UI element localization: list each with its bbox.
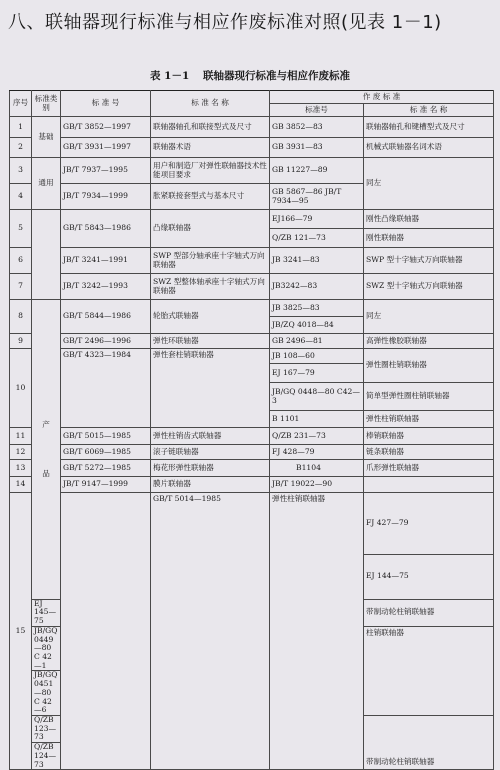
row-seq: 13	[10, 460, 32, 477]
row-name: 凸缘联轴器	[151, 210, 270, 248]
row-name: 弹性柱销齿式联轴器	[151, 428, 270, 445]
table-row	[10, 349, 494, 364]
row-old-no: GB 5867—86 JB/T 7934—95	[270, 184, 364, 210]
row-name: SWP 型部分轴承座十字轴式万向联轴器	[151, 248, 270, 274]
page-heading: 八、联轴器现行标准与相应作废标准对照(见表 1－1)	[8, 12, 442, 33]
category-basic: 基础	[32, 117, 61, 158]
row-seq: 12	[10, 445, 32, 460]
header-std-no: 标 准 号	[61, 91, 151, 117]
row-old-name: 柱销联轴器	[364, 626, 494, 715]
row-std: GB/T 2496—1996	[61, 334, 151, 349]
row-old-no: Q/ZB 124—73	[32, 743, 61, 770]
table-row	[10, 445, 494, 460]
row-old-no: JB/GQ 0448—80 C42—3	[270, 383, 364, 411]
row-seq: 1	[10, 117, 32, 138]
category-blank	[32, 210, 61, 300]
row-old-name: 高弹性橡胶联轴器	[364, 334, 494, 349]
row-old-no: Q/ZB 123—73	[32, 715, 61, 742]
table-row	[10, 158, 494, 184]
row-name: 轮胎式联轴器	[151, 300, 270, 334]
row-old-name	[364, 477, 494, 493]
row-name: 胀紧联接套型式与基本尺寸	[151, 184, 270, 210]
table-header-row	[10, 91, 494, 104]
row-std: JB/T 7934—1999	[61, 184, 151, 210]
row-old-name: SWP 型十字轴式万向联轴器	[364, 248, 494, 274]
row-seq: 3	[10, 158, 32, 184]
row-old-no: JB/GQ 0449—80 C 42—1	[32, 626, 61, 671]
table-row	[10, 477, 494, 493]
row-seq: 7	[10, 274, 32, 300]
row-old-no: FJ 428—79	[270, 445, 364, 460]
category-general: 通用	[32, 158, 61, 210]
row-std: JB/T 3242—1993	[61, 274, 151, 300]
table-caption	[0, 68, 500, 83]
row-name: 联轴器术语	[151, 138, 270, 158]
row-old-name: 刚性联轴器	[364, 229, 494, 248]
row-old-no: EJ166—79	[270, 210, 364, 229]
row-old-no: JB/ZQ 4018—84	[270, 317, 364, 334]
row-old-no: GB 2496—81	[270, 334, 364, 349]
row-old-name: 刚性凸缘联轴器	[364, 210, 494, 229]
row-name: 弹性环联轴器	[151, 334, 270, 349]
row-seq: 9	[10, 334, 32, 349]
row-old-name: 弹性柱销联轴器	[364, 411, 494, 428]
table-caption-title: 联轴器现行标准与相应作废标准	[202, 70, 350, 82]
row-name: 弹性套柱销联轴器	[151, 349, 270, 428]
row-seq: 8	[10, 300, 32, 334]
table-row	[10, 210, 494, 229]
row-old-no: EJ 144—75	[364, 555, 494, 600]
row-old-no: B1104	[270, 460, 364, 477]
table-row	[10, 493, 494, 555]
row-old-name: 机械式联轴器名词术语	[364, 138, 494, 158]
header-obsolete-no: 标准号	[270, 104, 364, 117]
row-old-name: 棒销联轴器	[364, 428, 494, 445]
row-name: 滚子链联轴器	[151, 445, 270, 460]
standards-table	[9, 90, 494, 770]
header-std-name: 标 准 名 称	[151, 91, 270, 117]
row-old-name: 带制动轮柱销联轴器	[364, 715, 494, 769]
row-old-no: Q/ZB 121—73	[270, 229, 364, 248]
header-obsolete-group: 作 废 标 准	[270, 91, 494, 104]
row-old-no: Q/ZB 231—73	[270, 428, 364, 445]
row-old-no: GB 3931—83	[270, 138, 364, 158]
row-seq: 2	[10, 138, 32, 158]
row-old-name: 带制动轮柱销联轴器	[364, 599, 494, 626]
row-old-name: 简单型弹性圈柱销联轴器	[364, 383, 494, 411]
row-std: GB/T 5844—1986	[61, 300, 151, 334]
row-seq: 4	[10, 184, 32, 210]
row-name: 梅花形弹性联轴器	[151, 460, 270, 477]
row-std: JB/T 9147—1999	[61, 477, 151, 493]
row-seq: 6	[10, 248, 32, 274]
table-row	[10, 460, 494, 477]
row-std: GB/T 5272—1985	[61, 460, 151, 477]
row-old-no: B 1101	[270, 411, 364, 428]
row-old-no: JB/GQ 0451—80 C 42—6	[32, 671, 61, 716]
row-std: GB/T 4323—1984	[61, 349, 151, 428]
table-row	[10, 138, 494, 158]
row-old-no: JB/T 19022—90	[270, 477, 364, 493]
row-old-no: JB3242—83	[270, 274, 364, 300]
header-seq: 序号	[10, 91, 32, 117]
row-std: GB/T 5014—1985	[151, 493, 270, 770]
row-std: JB/T 3241—1991	[61, 248, 151, 274]
table-row	[10, 428, 494, 445]
table-row	[10, 300, 494, 317]
row-std: GB/T 5015—1985	[61, 428, 151, 445]
row-name: 用户和制造厂对弹性联轴器技术性能项目要求	[151, 158, 270, 184]
row-old-no: JB 108—60	[270, 349, 364, 364]
row-old-name: 链条联轴器	[364, 445, 494, 460]
row-std: JB/T 7937—1995	[61, 158, 151, 184]
row-name: 弹性柱销联轴器	[270, 493, 364, 770]
row-std: GB/T 5843—1986	[61, 210, 151, 248]
header-obsolete-name: 标 准 名 称	[364, 104, 494, 117]
row-name: 联轴器轴孔和联接型式及尺寸	[151, 117, 270, 138]
category-product-b: 品	[42, 468, 50, 478]
row-seq: 15	[10, 493, 32, 770]
row-old-no: FJ 427—79	[364, 493, 494, 555]
row-old-name: 联轴器轴孔和键槽型式及尺寸	[364, 117, 494, 138]
row-old-name: 弹性圈柱销联轴器	[364, 349, 494, 383]
row-old-no: EJ 145—75	[32, 599, 61, 626]
table-row	[10, 274, 494, 300]
table-caption-number: 表 1－1	[150, 70, 190, 82]
row-old-no: GB 3852—83	[270, 117, 364, 138]
row-old-name-same-as-left: 同左	[364, 158, 494, 210]
table-row	[10, 334, 494, 349]
row-seq: 10	[10, 349, 32, 428]
row-name: SWZ 型整体轴承座十字轴式万向联轴器	[151, 274, 270, 300]
table-row	[10, 117, 494, 138]
category-product-a: 产	[42, 419, 50, 429]
row-old-name: 爪形弹性联轴器	[364, 460, 494, 477]
row-seq: 14	[10, 477, 32, 493]
row-old-no: JB 3825—83	[270, 300, 364, 317]
row-seq: 5	[10, 210, 32, 248]
row-name: 膜片联轴器	[151, 477, 270, 493]
category-product	[32, 300, 61, 600]
table-row	[10, 248, 494, 274]
row-std: GB/T 3852—1997	[61, 117, 151, 138]
row-seq: 11	[10, 428, 32, 445]
row-old-name-same-as-left: 同左	[364, 300, 494, 334]
row-std: GB/T 3931—1997	[61, 138, 151, 158]
row-old-no: EJ 167—79	[270, 364, 364, 383]
row-std: GB/T 6069—1985	[61, 445, 151, 460]
header-category: 标准类别	[32, 91, 61, 117]
category-blank	[61, 493, 151, 770]
row-old-no: JB 3241—83	[270, 248, 364, 274]
row-old-name: SWZ 型十字轴式万向联轴器	[364, 274, 494, 300]
row-old-no: GB 11227—89	[270, 158, 364, 184]
